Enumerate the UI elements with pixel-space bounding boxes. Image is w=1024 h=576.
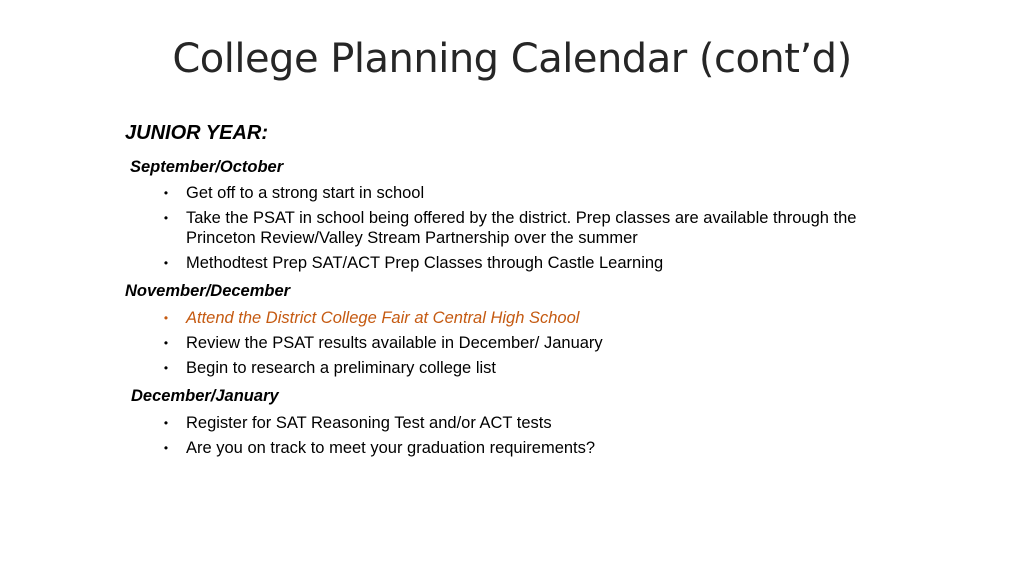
section-label-november-december: November/December	[125, 282, 291, 300]
slide-title: College Planning Calendar (cont’d)	[172, 36, 852, 82]
list-item-text: Methodtest Prep SAT/ACT Prep Classes through Castle Learning	[186, 254, 664, 272]
bullet-icon: •	[163, 416, 169, 430]
section-label-december-january: December/January	[131, 387, 279, 405]
list-item-text: Take the PSAT in school being offered by the district. Prep classes are available through the Princeton Review/Valley Stream Partnership over the summer	[186, 209, 857, 247]
list-item-text: Are you on track to meet your graduation requirements?	[186, 439, 596, 457]
bullet-icon: •	[163, 186, 169, 200]
list-item-text: Get off to a strong start in school	[186, 184, 425, 202]
list-item	[160, 358, 900, 378]
list-item	[160, 413, 900, 433]
list-item	[160, 183, 900, 203]
bullet-list-september-october	[160, 183, 900, 278]
bullet-icon: •	[163, 361, 169, 375]
bullet-icon: •	[163, 311, 169, 325]
bullet-icon: •	[163, 441, 169, 455]
bullet-icon: •	[163, 211, 169, 225]
list-item-text: Review the PSAT results available in December/ January	[186, 334, 603, 352]
bullet-icon: •	[163, 256, 169, 270]
list-item	[160, 438, 900, 458]
list-item	[160, 253, 900, 273]
list-item-text: Begin to research a preliminary college list	[186, 359, 496, 377]
list-item-text: Register for SAT Reasoning Test and/or ACT tests	[186, 414, 552, 432]
list-item-highlighted	[160, 308, 900, 328]
list-item	[160, 208, 900, 248]
list-item	[160, 333, 900, 353]
bullet-icon: •	[163, 336, 169, 350]
bullet-list-december-january	[160, 413, 900, 463]
section-label-september-october: September/October	[130, 158, 284, 176]
junior-year-heading: JUNIOR YEAR:	[125, 122, 268, 144]
bullet-list-november-december	[160, 308, 900, 383]
list-item-text: Attend the District College Fair at Central High School	[186, 309, 580, 327]
